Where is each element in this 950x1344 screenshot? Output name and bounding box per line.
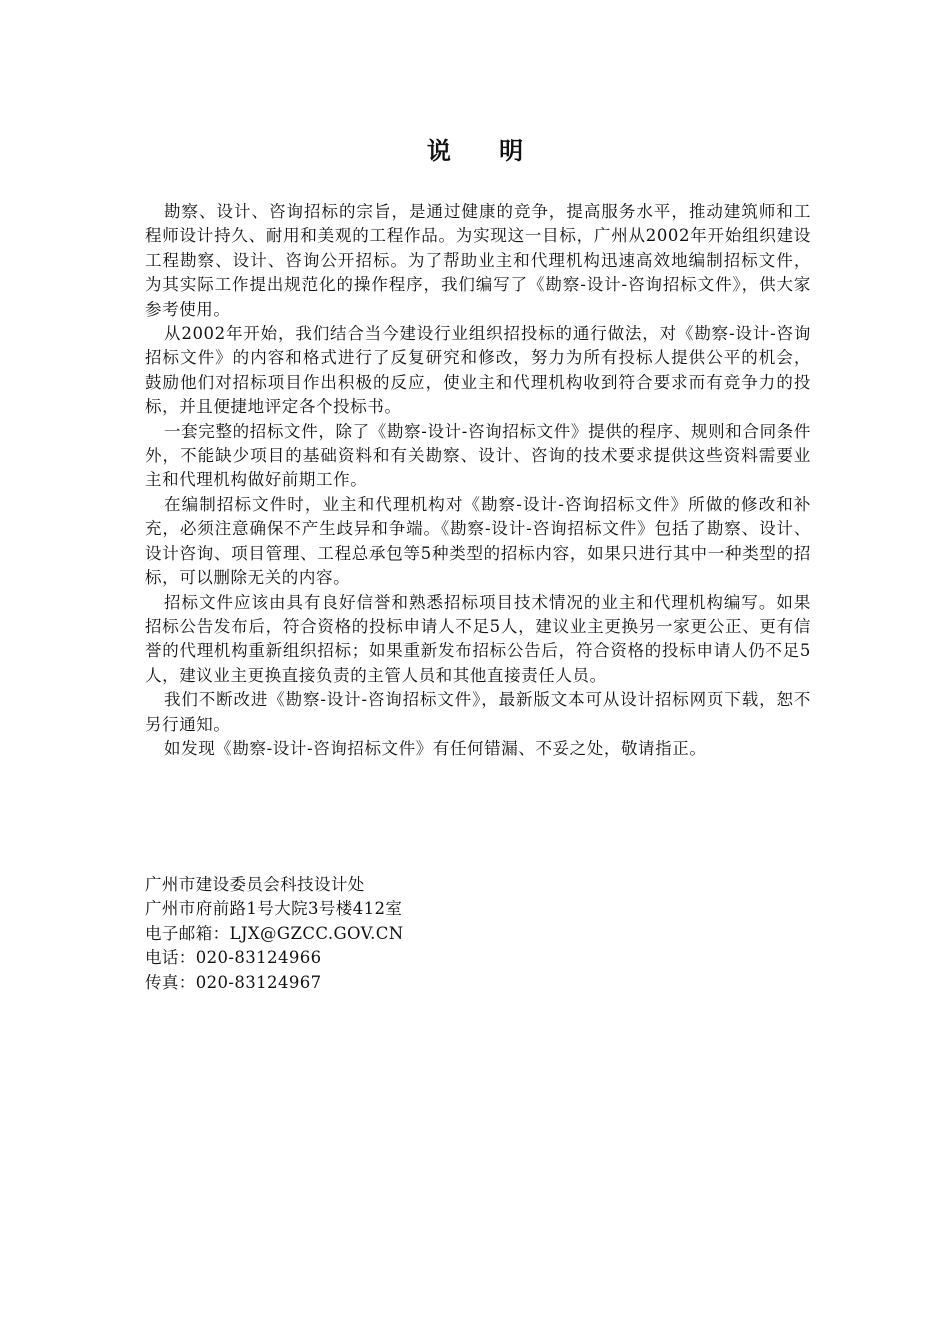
document-body <box>145 200 811 761</box>
paragraph-purpose: 勘察、设计、咨询招标的宗旨，是通过健康的竞争，提高服务水平，推动建筑师和工程师设计持久、耐用和美观的工程作品。为实现这一目标，广州从2002年开始组织建设工程勘察、设计、咨询公开招标。为了帮助业主和代理机构迅速高效地编制招标文件，为其实际工作提出规范化的操作程序，我们编写了《勘察-设计-咨询招标文件》，供大家参考使用。 <box>145 202 811 319</box>
paragraph-completeness: 一套完整的招标文件，除了《勘察-设计-咨询招标文件》提供的程序、规则和合同条件外，不能缺少项目的基础资料和有关勘察、设计、咨询的技术要求提供这些资料需要业主和代理机构做好前期工作。 <box>145 421 811 490</box>
paragraph-updates: 我们不断改进《勘察-设计-咨询招标文件》，最新版文本可从设计招标网页下载，恕不另行通知。 <box>145 690 811 734</box>
paragraph-modification: 在编制招标文件时，业主和代理机构对《勘察-设计-咨询招标文件》所做的修改和补充，必须注意确保不产生歧异和争端。《勘察-设计-咨询招标文件》包括了勘察、设计、设计咨询、项目管理、工程总承包等5种类型的招标内容，如果只进行其中一种类型的招标，可以删除无关的内容。 <box>145 494 811 588</box>
paragraph-feedback: 如发现《勘察-设计-咨询招标文件》有任何错漏、不妥之处，敬请指正。 <box>164 738 707 758</box>
paragraph-authorship: 招标文件应该由具有良好信誉和熟悉招标项目技术情况的业主和代理机构编写。如果招标公告发布后，符合资格的投标申请人不足5人，建议业主更换另一家更公正、更有信誉的代理机构重新组织招标；如果重新发布招标公告后，符合资格的投标申请人仍不足5人，建议业主更换直接负责的主管人员和其他直接责任人员。 <box>145 592 811 685</box>
page-title: 说 明 <box>426 136 544 165</box>
contact-address: 广州市府前路1号大院3号楼412室 <box>145 899 403 919</box>
contact-organization: 广州市建设委员会科技设计处 <box>145 875 365 894</box>
contact-fax: 传真：020-83124967 <box>145 972 322 992</box>
contact-phone: 电话：020-83124966 <box>145 948 322 968</box>
contact-email: 电子邮箱：LJX@GZCC.GOV.CN <box>145 923 404 943</box>
paragraph-revision: 从2002年开始，我们结合当今建设行业组织招投标的通行做法，对《勘察-设计-咨询招标文件》的内容和格式进行了反复研究和修改，努力为所有投标人提供公平的机会，鼓励他们对招标项目作出积极的反应，使业主和代理机构收到符合要求而有竞争力的投标，并且便捷地评定各个投标书。 <box>145 324 811 417</box>
contact-block <box>145 873 745 995</box>
